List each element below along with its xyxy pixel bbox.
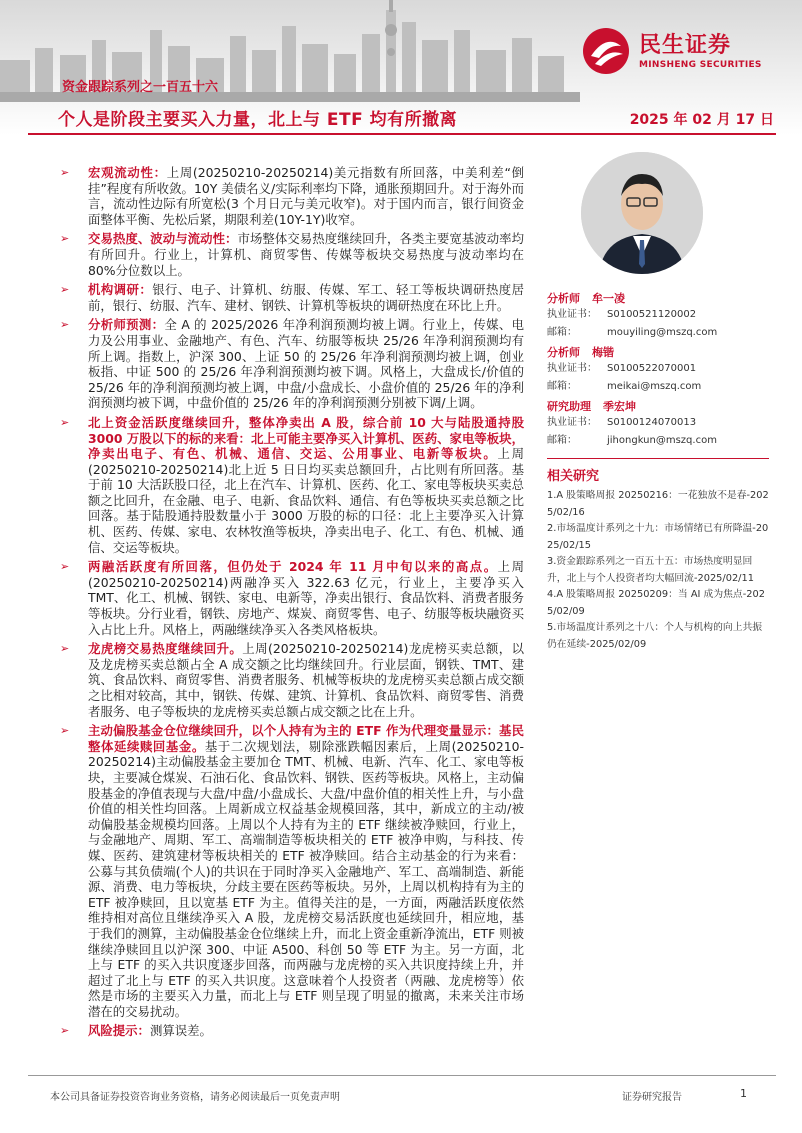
page-number: 1 bbox=[740, 1087, 747, 1100]
bullet-text: 上周(20250210-20250214)美元指数有所回落，中美利差“倒挂”程度有所收敛。10Y 美债名义/实际利率均下降，通胀预期回升。对于海外而言，流动性边际有所宽松(3 个月日元与美元收窄)。对于国内而言，银行间资金面整体平衡、先松后紧，期限利差(10Y-1Y)收窄。 bbox=[88, 165, 524, 227]
arrow-bullet-icon: ➢ bbox=[60, 560, 70, 574]
bullet-lead: 龙虎榜交易热度继续回升。 bbox=[88, 641, 243, 657]
cert-label: 执业证书： bbox=[547, 309, 597, 320]
analyst-email[interactable]: meikai@mszq.com bbox=[607, 381, 702, 392]
analyst-name: 牟一凌 bbox=[592, 292, 625, 305]
bullet-lead: 两融活跃度有所回落，但仍处于 2024 年 11 月中旬以来的高点。 bbox=[88, 559, 498, 575]
analyst-email[interactable]: jihongkun@mszq.com bbox=[607, 435, 717, 446]
summary-bullet bbox=[52, 559, 524, 637]
email-label: 邮箱： bbox=[547, 327, 577, 338]
cert-number: S0100522070001 bbox=[607, 363, 697, 374]
bullet-lead: 宏观流动性： bbox=[88, 165, 167, 180]
related-research-link[interactable]: 2.市场温度计系列之十九：市场情绪已有所降温-2025/02/15 bbox=[547, 523, 769, 551]
cert-label: 执业证书： bbox=[547, 417, 597, 428]
report-date: 2025 年 02 月 17 日 bbox=[629, 112, 774, 128]
footer-report-type: 证券研究报告 bbox=[622, 1092, 682, 1103]
report-series: 资金跟踪系列之一百五十六 bbox=[62, 80, 219, 95]
summary-bullet bbox=[52, 231, 524, 278]
analyst-block bbox=[547, 344, 769, 396]
related-research-link[interactable]: 4.A 股策略周报 20250209：当 AI 成为焦点-2025/02/09 bbox=[547, 589, 765, 617]
arrow-bullet-icon: ➢ bbox=[60, 415, 70, 429]
summary-bullet bbox=[52, 723, 524, 1019]
bullet-lead: 主动偏股基金仓位继续回升，以个人持有为主的 ETF 作为代理变量显示：基民整体延续赎回基金。 bbox=[88, 723, 524, 754]
header-banner bbox=[0, 0, 802, 135]
analyst-portrait-icon bbox=[581, 152, 703, 274]
summary-bullet bbox=[52, 282, 524, 313]
email-label: 邮箱： bbox=[547, 435, 577, 446]
arrow-bullet-icon: ➢ bbox=[60, 642, 70, 656]
footer-rule bbox=[28, 1075, 776, 1076]
logo-chinese-name: 民生证券 bbox=[639, 33, 732, 58]
header-rule bbox=[28, 133, 776, 135]
related-research-link[interactable]: 5.市场温度计系列之十八：个人与机构的向上共振仍在延续-2025/02/09 bbox=[547, 622, 763, 650]
arrow-bullet-icon: ➢ bbox=[60, 318, 70, 332]
bullet-lead: 交易热度、波动与流动性： bbox=[88, 231, 238, 247]
analyst-role: 分析师 bbox=[547, 346, 580, 359]
analyst-photo bbox=[581, 152, 703, 274]
bullet-text: 市场整体交易热度继续回升，各类主要宽基波动率均有所回升。行业上，计算机、商贸零售、传媒等板块交易热度与波动率均在 80%分位数以上。 bbox=[88, 231, 525, 278]
analyst-role: 分析师 bbox=[547, 292, 580, 305]
sidebar bbox=[547, 152, 769, 653]
bullet-lead: 风险提示： bbox=[88, 1023, 150, 1039]
cert-number: S0100124070013 bbox=[607, 417, 697, 428]
email-label: 邮箱： bbox=[547, 381, 577, 392]
bullet-text: 上周(20250210-20250214)北上近 5 日日均买卖总额回升，占比则有所回落。基于前 10 大活跃股口径，北上在汽车、计算机、医药、化工、家电等板块买卖总额之比回升，在金融、电子、电新、食品饮料、通信、有色等板块买卖总额之比回落。基于陆股通持股数量小于 3000 万股的标的口径：北上主要净买入计算机、医药、传媒、家电、农林牧渔等板块，净卖出电子、化工、有色、机械、通信、交运等板块。 bbox=[88, 446, 525, 555]
bullet-text: 测算误差。 bbox=[149, 1023, 212, 1039]
bullet-text: 银行、电子、计算机、纺服、传媒、军工、轻工等板块调研热度居前，银行、纺服、汽车、建材、钢铁、计算机等板块的调研热度在环比上升。 bbox=[88, 282, 525, 313]
related-research-link[interactable]: 1.A 股策略周报 20250216：一花独放不是春-2025/02/16 bbox=[547, 490, 769, 518]
summary-body bbox=[52, 165, 524, 1043]
bullet-text: 全 A 的 2025/2026 年净利润预测均被上调。行业上，传媒、电力及公用事业、金融地产、有色、汽车、纺服等板块 25/26 年净利润预测均有所上调。指数上，沪深 300、上证 50 的 25/26 年净利润预测均被上调，创业板指、中证 500 的 25/26 年净利润预测均被下调。风格上，大盘成长/价值的 25/26 年的净利润预测均被上调，中盘/小盘成长、小盘价值的 25/26 年的净利润预测均被下调，中盘价值的 25/26 年的净利润预测分别被下调/上调。 bbox=[88, 317, 524, 411]
summary-bullet bbox=[52, 641, 524, 719]
bullet-lead: 机构调研： bbox=[88, 282, 153, 298]
bullet-text: 上周(20250210-20250214)两融净买入 322.63 亿元，行业上，主要净买入 TMT、化工、机械、钢铁、家电、电新等，净卖出银行、食品饮料、消费者服务等板块。分行业看，钢铁、房地产、煤炭、商贸零售、电子、纺服等板块融资买入占比上升。风格上，两融继续净买入各类风格板块。 bbox=[88, 559, 524, 637]
related-research-link[interactable]: 3.资金跟踪系列之一百五十五：市场热度明显回升，北上与个人投资者均大幅回流-2025/02/11 bbox=[547, 556, 754, 584]
cert-label: 执业证书： bbox=[547, 363, 597, 374]
related-research-heading: 相关研究 bbox=[547, 458, 769, 484]
analyst-name: 梅锴 bbox=[592, 346, 614, 359]
arrow-bullet-icon: ➢ bbox=[60, 283, 70, 297]
arrow-bullet-icon: ➢ bbox=[60, 232, 70, 246]
arrow-bullet-icon: ➢ bbox=[60, 1024, 70, 1038]
bullet-lead: 分析师预测： bbox=[88, 317, 165, 333]
arrow-bullet-icon: ➢ bbox=[60, 724, 70, 738]
analyst-role: 研究助理 bbox=[547, 400, 591, 413]
analyst-email[interactable]: mouyiling@mszq.com bbox=[607, 327, 718, 338]
summary-bullet bbox=[52, 317, 524, 411]
logo-english-name: MINSHENG SECURITIES bbox=[639, 60, 762, 70]
footer-disclaimer: 本公司具备证券投资咨询业务资格，请务必阅读最后一页免责声明 bbox=[50, 1092, 340, 1103]
report-title: 个人是阶段主要买入力量，北上与 ETF 均有所撤离 bbox=[58, 110, 458, 130]
bullet-text: 上周(20250210-20250214)龙虎榜买卖总额，以及龙虎榜买卖总额占全 A 成交额之比均继续回升。行业层面，钢铁、TMT、建筑、食品饮料、商贸零售、消费者服务、机械等板块的龙虎榜买卖总额占成交额之比相对较高，其中，钢铁、传媒、建筑、计算机、食品饮料、商贸零售、消费者服务、电子等板块的龙虎榜买卖总额占成交额之比在上升。 bbox=[88, 641, 524, 719]
bullet-lead: 北上资金活跃度继续回升，整体净卖出 A 股，综合前 10 大与陆股通持股 3000 万股以下的标的来看：北上可能主要净买入计算机、医药、家电等板块，净卖出电子、有色、机械、通信、交运、公用事业、电新等板块。 bbox=[88, 414, 524, 462]
summary-bullet bbox=[52, 415, 524, 555]
minsheng-logo-icon bbox=[581, 26, 631, 76]
summary-bullet bbox=[52, 1023, 524, 1039]
cert-number: S0100521120002 bbox=[607, 309, 697, 320]
analyst-name: 季宏坤 bbox=[603, 400, 636, 413]
related-research-list bbox=[547, 488, 769, 653]
analyst-block bbox=[547, 398, 769, 450]
company-logo bbox=[581, 22, 781, 82]
analyst-block bbox=[547, 290, 769, 342]
summary-bullet bbox=[52, 165, 524, 227]
arrow-bullet-icon: ➢ bbox=[60, 166, 70, 179]
bullet-text: 基于二次规划法，剔除涨跌幅因素后，上周(20250210-20250214)主动偏股基金主要加仓 TMT、机械、电新、汽车、化工、家电等板块，主要减仓煤炭、石油石化、食品饮料、钢铁、医药等板块。风格上，主动偏股基金的净值表现与大盘/中盘/小盘成长、大盘/中盘价值的相关性上升，与小盘价值的相关性均回落。上周新成立权益基金规模回落，其中，新成立的主动/被动偏股基金规模均回落。上周以个人持有为主的 ETF 继续被净赎回，行业上，与金融地产、周期、军工、高端制造等板块相关的 ETF 被净申购，与科技、传媒、医药、建筑建材等板块相关的 ETF 被净赎回。结合主动基金的行为来看：公募与其负债端(个人)的共识在于同时净买入金融地产、军工、高端制造、新能源、消费、电力等板块，分歧主要在医药等板块。另外，上周以机构持有为主的 ETF 被净赎回，且以宽基 ETF 为主。值得关注的是，一方面，两融活跃度依然维持相对高位且继续净买入 A 股，龙虎榜交易活跃度也延续回升，相应地，基于我们的测算，主动偏股基金仓位继续上升，而北上资金重新净流出，ETF 则被继续净赎回且以沪深 300、中证 A500、科创 50 等 ETF 为主。另一方面，北上与 ETF 的买入共识度逐步回落，而两融与龙虎榜的买入共识度持续上升，并超过了北上与 ETF 的买入共识度。这意味着个人投资者（两融、龙虎榜等）依然是市场的主要买入力量，而北上与 ETF 则呈现了明显的撤离，未来关注市场潜在的交易扰动。 bbox=[88, 738, 525, 1019]
